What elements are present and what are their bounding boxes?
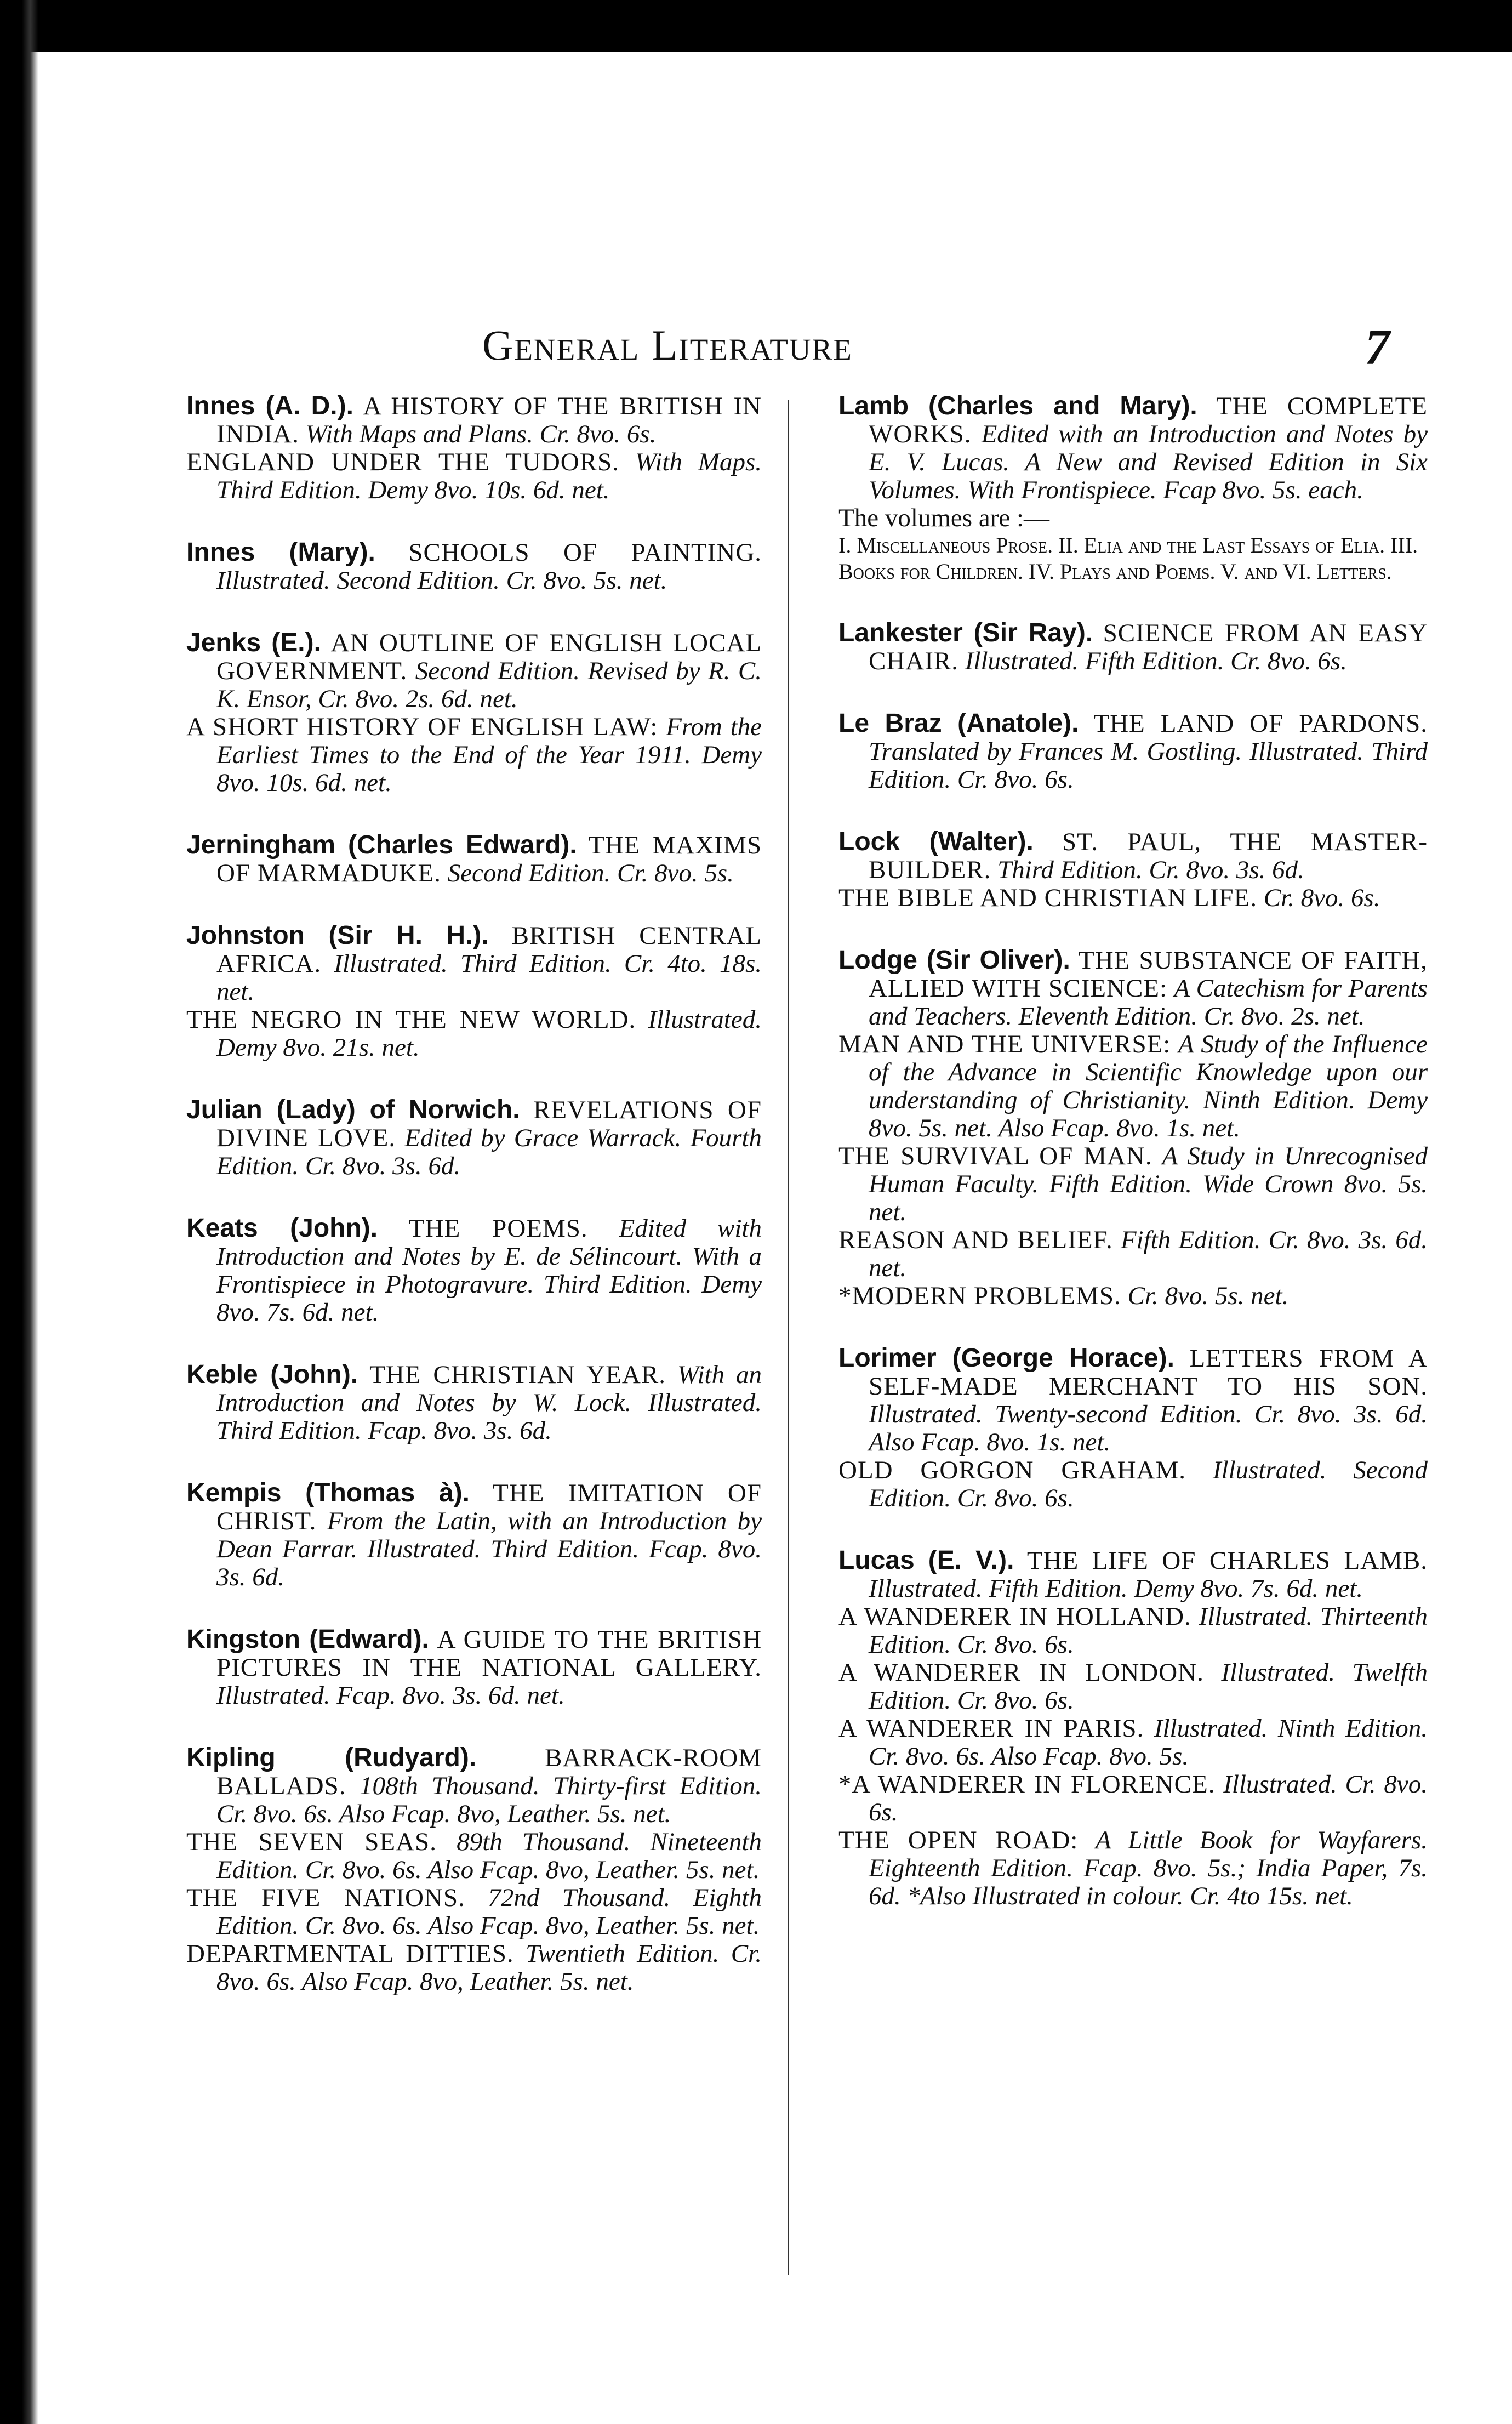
work-details: 72nd Thousand. Eighth Edition. Cr. 8vo. 6s. Also Fcap. 8vo, Leather. 5s. net.	[216, 1884, 762, 1940]
work-listing	[186, 921, 762, 1006]
catalogue-entry	[156, 1479, 762, 1591]
author-name: Julian (Lady) of Norwich.	[186, 1095, 520, 1124]
work-title: A WANDERER IN PARIS.	[838, 1714, 1144, 1743]
work-title: SCHOOLS OF PAINTING.	[408, 538, 762, 567]
author-name: Lankester (Sir Ray).	[838, 618, 1093, 647]
work-listing	[838, 392, 1428, 504]
author-name: Jenks (E.).	[186, 628, 321, 657]
work-title: THE BIBLE AND CHRISTIAN LIFE.	[838, 884, 1257, 912]
author-name: Lodge (Sir Oliver).	[838, 946, 1070, 975]
work-listing	[838, 619, 1428, 675]
work-details: Illustrated. Fcap. 8vo. 3s. 6d. net.	[216, 1681, 565, 1710]
work-listing	[838, 1826, 1428, 1910]
work-listing	[838, 1456, 1428, 1512]
work-listing	[186, 1361, 762, 1445]
work-details: Illustrated. Second Edition. Cr. 8vo. 6s.	[869, 1456, 1428, 1512]
author-name: Lamb (Charles and Mary).	[838, 391, 1197, 420]
work-listing	[838, 828, 1428, 884]
author-name: Johnston (Sir H. H.).	[186, 921, 489, 950]
work-listing	[838, 946, 1428, 1031]
work-listing	[186, 713, 762, 797]
catalogue-entry	[156, 1096, 762, 1180]
work-details: Edited with Introduction and Notes by E. de Sélincourt. With a Frontispiece in Photogravure. Third Edition. Demy 8vo. 7s. 6d. net.	[216, 1214, 762, 1327]
work-details: Illustrated. Third Edition. Cr. 4to. 18s. net.	[216, 949, 762, 1006]
work-title: A HISTORY OF THE BRITISH IN INDIA.	[216, 392, 762, 448]
work-details: Illustrated. Second Edition. Cr. 8vo. 5s. net.	[216, 566, 667, 595]
work-listing	[838, 1546, 1428, 1603]
work-listing	[838, 709, 1428, 794]
author-name: Kempis (Thomas à).	[186, 1478, 470, 1507]
work-details: Second Edition. Cr. 8vo. 5s.	[447, 859, 734, 887]
work-details: Translated by Frances M. Gostling. Illustrated. Third Edition. Cr. 8vo. 6s.	[869, 737, 1428, 794]
work-title: *MODERN PROBLEMS.	[838, 1282, 1121, 1310]
work-details: Fifth Edition. Cr. 8vo. 3s. 6d. net.	[869, 1226, 1428, 1282]
work-details: A Study of the Influence of the Advance in Scientific Knowledge upon our understanding of Christianity. Ninth Edition. Demy 8vo. 5s. net. Also Fcap. 8vo. 1s. net.	[869, 1030, 1428, 1142]
work-title: THE LIFE OF CHARLES LAMB.	[1026, 1546, 1428, 1575]
author-name: Kipling (Rudyard).	[186, 1743, 477, 1772]
work-listing	[838, 1031, 1428, 1142]
work-listing	[838, 1142, 1428, 1226]
work-title: THE SEVEN SEAS.	[186, 1828, 437, 1856]
work-title: DEPARTMENTAL DITTIES.	[186, 1939, 514, 1968]
author-name: Innes (Mary).	[186, 538, 375, 567]
work-details: A Little Book for Wayfarers. Eighteenth Edition. Fcap. 8vo. 5s.; India Paper, 7s. 6d. *Also Illustrated in colour. Cr. 4to 15s. net.	[869, 1826, 1428, 1910]
catalogue-entry	[156, 921, 762, 1062]
work-title: ENGLAND UNDER THE TUDORS.	[186, 448, 619, 476]
work-listing	[186, 831, 762, 887]
work-details: Edited with an Introduction and Notes by E. V. Lucas. A New and Revised Edition in Six Volumes. With Frontispiece. Fcap 8vo. 5s. each.	[869, 420, 1428, 504]
work-listing	[186, 1006, 762, 1062]
work-title: LETTERS FROM A SELF-MADE MERCHANT TO HIS SON.	[869, 1344, 1428, 1401]
left-column	[156, 392, 762, 2030]
work-listing	[186, 629, 762, 713]
work-title: THE NEGRO IN THE NEW WORLD.	[186, 1005, 636, 1034]
author-name: Keble (John).	[186, 1360, 358, 1389]
work-title: SCIENCE FROM AN EASY CHAIR.	[869, 619, 1428, 675]
work-details: Illustrated. Twenty-second Edition. Cr. 8vo. 3s. 6d. Also Fcap. 8vo. 1s. net.	[869, 1400, 1428, 1456]
catalogue-entry	[156, 1625, 762, 1710]
work-details: Illustrated. Demy 8vo. 21s. net.	[216, 1005, 762, 1062]
work-listing	[186, 1479, 762, 1591]
work-details: With an Introduction and Notes by W. Lock. Illustrated. Third Edition. Fcap. 8vo. 3s. 6d.	[216, 1361, 762, 1445]
author-name: Lucas (E. V.).	[838, 1546, 1014, 1575]
work-title: THE POEMS.	[408, 1214, 588, 1243]
work-listing	[838, 884, 1428, 912]
work-details: Illustrated. Twelfth Edition. Cr. 8vo. 6s.	[869, 1658, 1428, 1715]
work-details: Cr. 8vo. 5s. net.	[1127, 1282, 1289, 1310]
work-title: A GUIDE TO THE BRITISH PICTURES IN THE NATIONAL GALLERY.	[216, 1625, 762, 1682]
work-details: From the Latin, with an Introduction by Dean Farrar. Illustrated. Third Edition. Fcap. 8vo. 3s. 6d.	[216, 1507, 762, 1591]
work-title: THE FIVE NATIONS.	[186, 1884, 465, 1912]
work-title: THE MAXIMS OF MARMADUKE.	[216, 831, 762, 887]
author-name: Lock (Walter).	[838, 827, 1034, 856]
work-title: BARRACK-ROOM BALLADS.	[216, 1744, 762, 1800]
work-listing	[838, 1603, 1428, 1659]
work-listing	[838, 1226, 1428, 1282]
author-name: Kingston (Edward).	[186, 1625, 429, 1654]
work-details: With Maps. Third Edition. Demy 8vo. 10s. 6d. net.	[216, 448, 762, 504]
catalogue-entry	[156, 831, 762, 887]
work-details: Illustrated. Cr. 8vo. 6s.	[869, 1770, 1428, 1826]
work-listing	[186, 1096, 762, 1180]
catalogue-entry	[156, 538, 762, 595]
work-listing	[186, 1744, 762, 1828]
work-title: AN OUTLINE OF ENGLISH LOCAL GOVERNMENT.	[216, 629, 762, 685]
work-details: Illustrated. Ninth Edition. Cr. 8vo. 6s. Also Fcap. 8vo. 5s.	[869, 1714, 1428, 1771]
work-details: Illustrated. Fifth Edition. Demy 8vo. 7s. 6d. net.	[869, 1574, 1363, 1603]
work-listing	[186, 392, 762, 448]
work-details: From the Earliest Times to the End of the Year 1911. Demy 8vo. 10s. 6d. net.	[216, 713, 762, 797]
work-details: With Maps and Plans. Cr. 8vo. 6s.	[305, 420, 657, 448]
work-title: BRITISH CENTRAL AFRICA.	[216, 921, 762, 978]
catalogue-entry	[808, 1344, 1428, 1512]
column-divider	[788, 400, 789, 2275]
work-listing	[186, 448, 762, 504]
work-title: REVELATIONS OF DIVINE LOVE.	[216, 1096, 762, 1152]
work-listing	[838, 1282, 1428, 1310]
catalogue-entry	[808, 1546, 1428, 1910]
work-title: REASON AND BELIEF.	[838, 1226, 1113, 1254]
catalogue-entry	[808, 946, 1428, 1310]
catalogue-entry	[808, 392, 1428, 585]
author-name: Innes (A. D.).	[186, 391, 353, 420]
work-listing	[186, 538, 762, 595]
volumes-list: I. Miscellaneous Prose. II. Elia and the Last Essays of Elia. III. Books for Children. IV. Plays and Poems. V. and VI. Letters.	[838, 533, 1418, 584]
work-title: THE SURVIVAL OF MAN.	[838, 1142, 1152, 1170]
work-details: Illustrated. Fifth Edition. Cr. 8vo. 6s.	[965, 647, 1347, 675]
work-details: 89th Thousand. Nineteenth Edition. Cr. 8vo. 6s. Also Fcap. 8vo, Leather. 5s. net.	[216, 1828, 762, 1884]
work-details: Cr. 8vo. 6s.	[1263, 884, 1380, 912]
catalogue-entry	[156, 1744, 762, 1996]
work-title: THE SUBSTANCE OF FAITH, ALLIED WITH SCIENCE:	[869, 946, 1428, 1003]
work-listing	[186, 1625, 762, 1710]
catalogue-entry	[808, 828, 1428, 912]
author-name: Le Braz (Anatole).	[838, 709, 1079, 738]
work-title: *A WANDERER IN FLORENCE.	[838, 1770, 1216, 1799]
work-details: Twentieth Edition. Cr. 8vo. 6s. Also Fcap. 8vo, Leather. 5s. net.	[216, 1939, 762, 1996]
work-details: Second Edition. Revised by R. C. K. Ensor, Cr. 8vo. 2s. 6d. net.	[216, 657, 762, 713]
work-listing	[186, 1940, 762, 1996]
work-listing	[838, 1344, 1428, 1456]
work-title: THE OPEN ROAD:	[838, 1826, 1079, 1854]
author-name: Lorimer (George Horace).	[838, 1344, 1174, 1373]
catalogue-entry	[156, 629, 762, 797]
scan-top-edge	[0, 0, 1512, 52]
work-title: MAN AND THE UNIVERSE:	[838, 1030, 1171, 1059]
work-listing	[838, 1771, 1428, 1826]
page-header	[0, 321, 1512, 375]
work-details: A Catechism for Parents and Teachers. Eleventh Edition. Cr. 8vo. 2s. net.	[869, 974, 1428, 1031]
catalogue-entry	[808, 709, 1428, 794]
page-number: 7	[1365, 319, 1390, 375]
catalogue-entry	[156, 392, 762, 504]
work-listing	[186, 1884, 762, 1940]
work-details: Edited by Grace Warrack. Fourth Edition. Cr. 8vo. 3s. 6d.	[216, 1124, 762, 1180]
author-name: Keats (John).	[186, 1214, 378, 1243]
work-title: THE CHRISTIAN YEAR.	[369, 1361, 666, 1389]
work-details: 108th Thousand. Thirty-first Edition. Cr. 8vo. 6s. Also Fcap. 8vo, Leather. 5s. net.	[216, 1772, 762, 1828]
work-listing	[186, 1828, 762, 1884]
work-listing	[838, 1659, 1428, 1715]
work-title: ST. PAUL, THE MASTER-BUILDER.	[869, 828, 1428, 884]
work-details: Illustrated. Thirteenth Edition. Cr. 8vo. 6s.	[869, 1602, 1428, 1659]
work-listing	[186, 1214, 762, 1327]
work-title: A SHORT HISTORY OF ENGLISH LAW:	[186, 713, 658, 741]
work-details: A Study in Unrecognised Human Faculty. Fifth Edition. Wide Crown 8vo. 5s. net.	[869, 1142, 1428, 1226]
work-title: THE COMPLETE WORKS.	[869, 392, 1428, 448]
work-details: Third Edition. Cr. 8vo. 3s. 6d.	[997, 856, 1304, 884]
work-listing	[838, 1715, 1428, 1771]
running-title: General Literature	[482, 321, 853, 369]
work-title: A WANDERER IN LONDON.	[838, 1658, 1204, 1687]
work-title: OLD GORGON GRAHAM.	[838, 1456, 1186, 1484]
catalogue-entry	[808, 619, 1428, 675]
catalogue-entry	[156, 1361, 762, 1445]
catalogue-entry	[156, 1214, 762, 1327]
volumes-intro: The volumes are :—	[838, 504, 1050, 532]
work-title: A WANDERER IN HOLLAND.	[838, 1602, 1191, 1631]
work-title: THE IMITATION OF CHRIST.	[216, 1479, 762, 1535]
right-column	[808, 392, 1428, 1944]
author-name: Jerningham (Charles Edward).	[186, 830, 577, 860]
work-title: THE LAND OF PARDONS.	[1093, 709, 1428, 738]
